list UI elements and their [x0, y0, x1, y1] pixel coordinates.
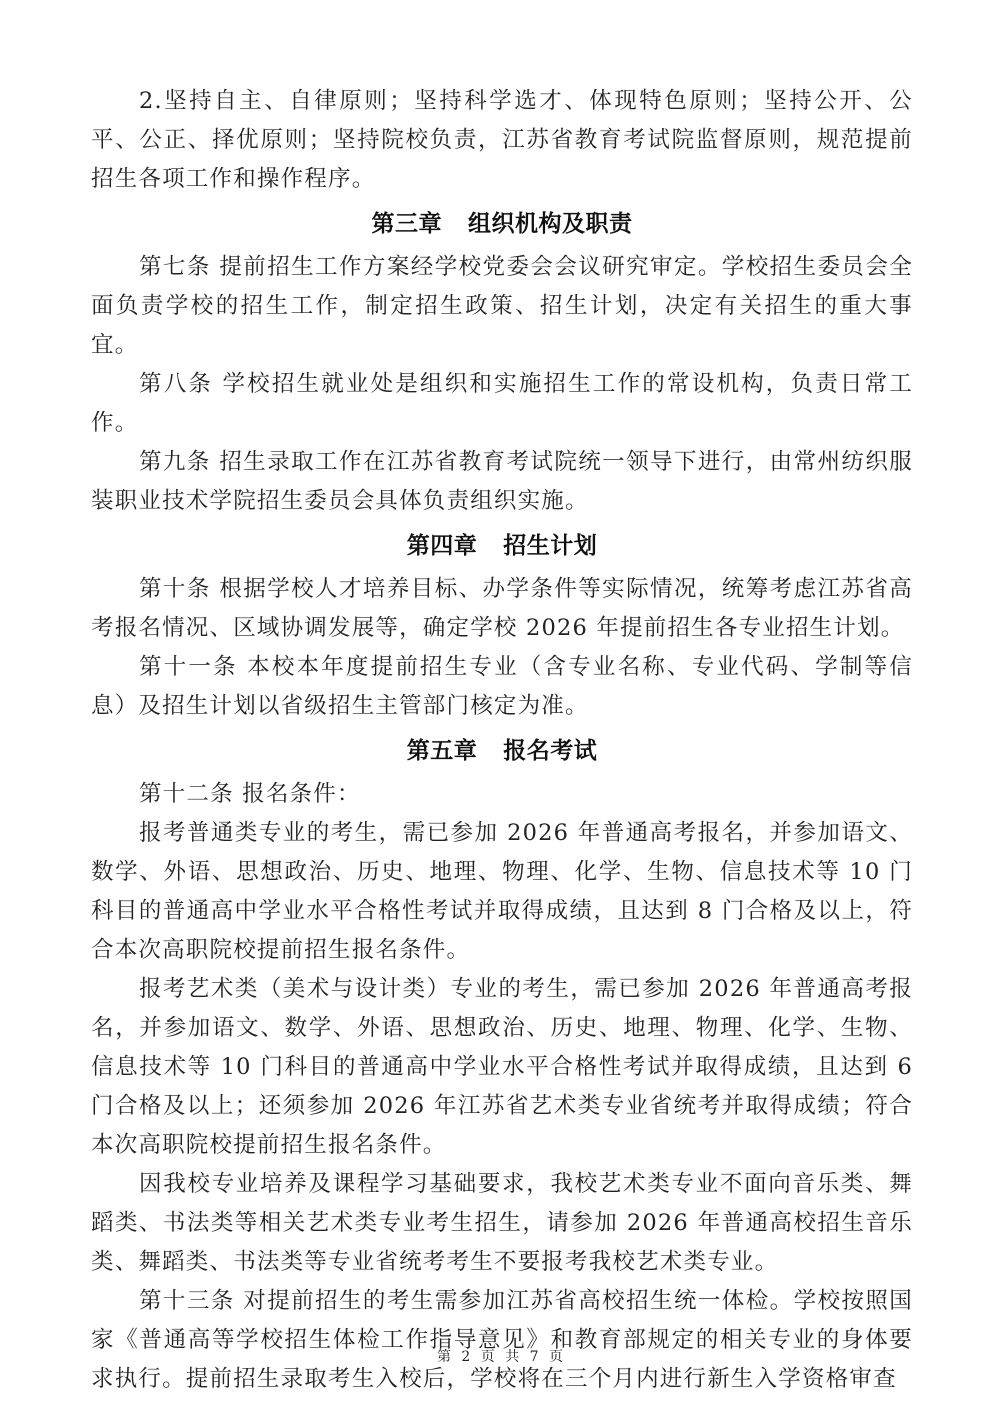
article-9: 第九条 招生录取工作在江苏省教育考试院统一领导下进行，由常州纺织服装职业技术学院招生委员会具体负责组织实施。 [91, 449, 913, 514]
article-10: 第十条 根据学校人才培养目标、办学条件等实际情况，统筹考虑江苏省高考报名情况、区域协调发展等，确定学校 2026 年提前招生各专业招生计划。 [91, 576, 913, 641]
chapter-number: 第三章 [371, 211, 442, 237]
article-13: 第十三条 对提前招生的考生需参加江苏省高校招生统一体检。学校按照国家《普通高等学校招生体检工作指导意见》和教育部规定的相关专业的身体要求执行。提前招生录取考生入校后，学校将在三个月内进行新生入学资格审查 [91, 1288, 913, 1392]
document-page [91, 82, 913, 1399]
chapter-title: 报名考试 [503, 738, 598, 764]
chapter-title: 组织机构及职责 [468, 211, 633, 237]
article-8: 第八条 学校招生就业处是组织和实施招生工作的常设机构，负责日常工作。 [91, 371, 913, 436]
chapter-number: 第四章 [406, 533, 478, 559]
chapter-heading-3 [91, 202, 913, 246]
chapter-heading-5 [91, 729, 913, 773]
article-11: 第十一条 本校本年度提前招生专业（含专业名称、专业代码、学制等信息）及招生计划以省级招生主管部门核定为准。 [91, 654, 913, 719]
chapter-heading-4 [91, 524, 913, 568]
chapter-number: 第五章 [406, 738, 478, 764]
paragraph-art-requirements: 报考艺术类（美术与设计类）专业的考生，需已参加 2026 年普通高考报名，并参加语文、数学、外语、思想政治、历史、地理、物理、化学、生物、信息技术等 10 门科目的普通高中学业水平合格性考试并取得成绩，且达到 6 门合格及以上；还须参加 2026 年江苏省艺术类专业省统考并取得成绩；符合本次高职院校提前招生报名条件。 [91, 976, 913, 1158]
page-number-footer: 第 2 页 共 7 页 [436, 1349, 564, 1365]
paragraph-principle-2: 2.坚持自主、自律原则；坚持科学选才、体现特色原则；坚持公开、公平、公正、择优原则；坚持院校负责，江苏省教育考试院监督原则，规范提前招生各项工作和操作程序。 [91, 88, 913, 192]
article-7: 第七条 提前招生工作方案经学校党委会会议研究审定。学校招生委员会全面负责学校的招生工作，制定招生政策、招生计划，决定有关招生的重大事宜。 [91, 254, 913, 358]
chapter-title: 招生计划 [503, 533, 598, 559]
paragraph-general-requirements: 报考普通类专业的考生，需已参加 2026 年普通高考报名，并参加语文、数学、外语、思想政治、历史、地理、物理、化学、生物、信息技术等 10 门科目的普通高中学业水平合格性考试并取得成绩，且达到 8 门合格及以上，符合本次高职院校提前招生报名条件。 [91, 820, 913, 963]
paragraph-art-exclusions: 因我校专业培养及课程学习基础要求，我校艺术类专业不面向音乐类、舞蹈类、书法类等相关艺术类专业考生招生，请参加 2026 年普通高校招生音乐类、舞蹈类、书法类等专业省统考考生不要报考我校艺术类专业。 [91, 1171, 913, 1275]
article-12: 第十二条 报名条件： [139, 781, 361, 807]
